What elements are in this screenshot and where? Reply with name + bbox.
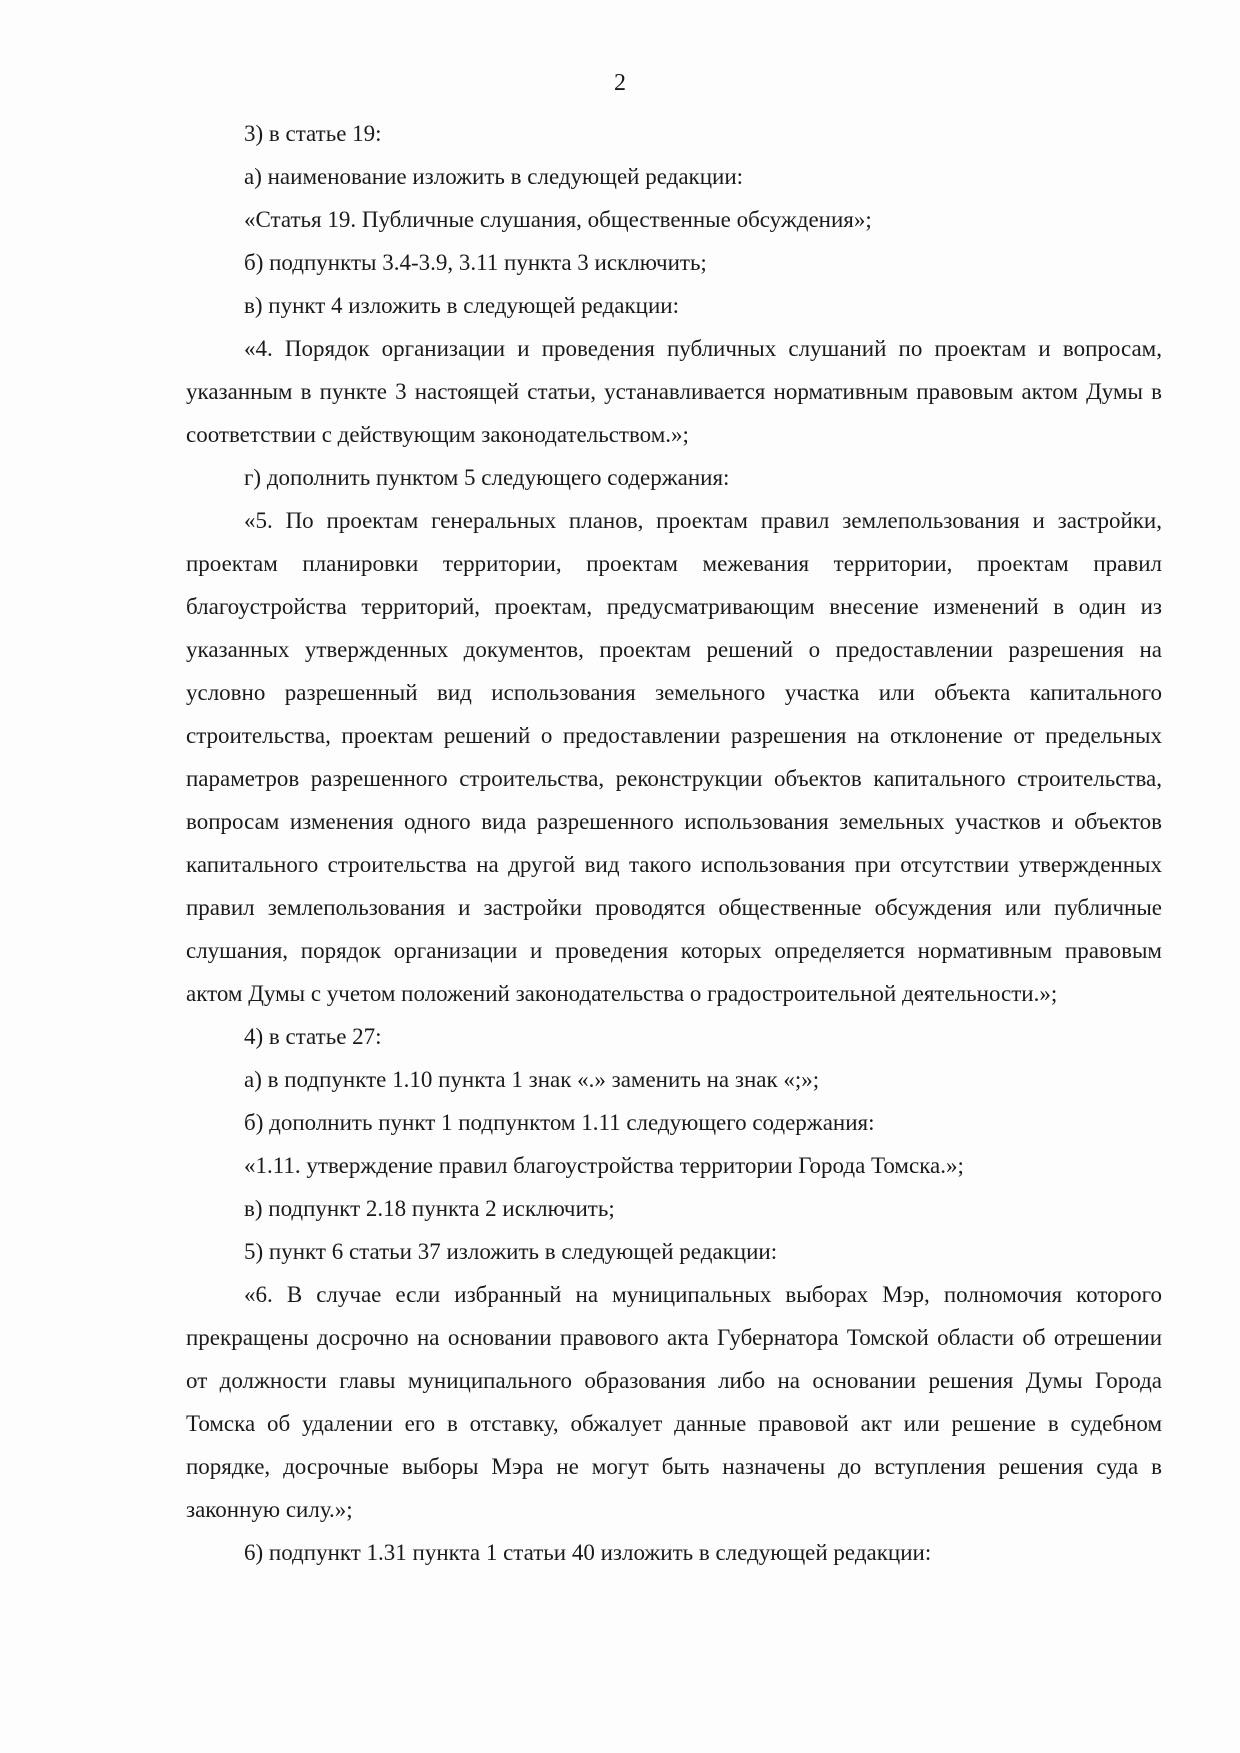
paragraph-point-4-change: в) пункт 4 изложить в следующей редакции: — [244, 293, 679, 318]
paragraph-point-5-text: «5. По проектам генеральных планов, проектам правил землепользования и застройки, проектам планировки территории, проектам межевания территории, проектам правил благоустройства территорий, проектам, предусматривающим внесение изменений в один из указанных утвержденных документов, проектам решений о предоставлении разрешения на условно разрешенный вид использования земельного участка или объекта капитального строительства, проектам решений о предоставлении разрешения на отклонение от предельных параметров разрешенного строительства, реконструкции объектов капитального строительства, вопросам изменения одного вида разрешенного использования земельных участков и объектов капитального строительства на другой вид такого использования при отсутствии утвержденных правил землепользования и застройки проводятся общественные обсуждения или публичные слушания, порядок организации и проведения которых определяется нормативным правовым актом Думы с учетом положений законодательства о градостроительной деятельности.»; — [186, 508, 1162, 1006]
paragraph-subpoint-1-10: а) в подпункте 1.10 пункта 1 знак «.» заменить на знак «;»; — [244, 1067, 820, 1092]
paragraph-article-27: 4) в статье 27: — [244, 1024, 382, 1049]
paragraph-point-6-text: «6. В случае если избранный на муниципальных выборах Мэр, полномочия которого прекращены досрочно на основании правового акта Губернатора Томской области об отрешении от должности главы муниципального образования либо на основании решения Думы Города Томска об удалении его в отставку, обжалует данные правовой акт или решение в судебном порядке, досрочные выборы Мэра не могут быть назначены до вступления решения суда в законную силу.»; — [186, 1282, 1162, 1522]
paragraph-article-40: 6) подпункт 1.31 пункта 1 статьи 40 изложить в следующей редакции: — [244, 1540, 932, 1565]
paragraph-add-point-5: г) дополнить пунктом 5 следующего содержания: — [244, 465, 730, 490]
paragraph-article-19-title: «Статья 19. Публичные слушания, общественные обсуждения»; — [244, 207, 872, 232]
paragraph-point-4-text: «4. Порядок организации и проведения публичных слушаний по проектам и вопросам, указанным в пункте 3 настоящей статьи, устанавливается нормативным правовым актом Думы в соответствии с действующим законодательством.»; — [186, 336, 1162, 447]
paragraph-article-37: 5) пункт 6 статьи 37 изложить в следующей редакции: — [244, 1239, 778, 1264]
paragraph-add-subpoint-1-11: б) дополнить пункт 1 подпунктом 1.11 следующего содержания: — [244, 1110, 875, 1135]
paragraph-exclude-subpoints: б) подпункты 3.4-3.9, 3.11 пункта 3 исключить; — [244, 250, 707, 275]
paragraph-article-19: 3) в статье 19: — [244, 121, 382, 146]
page-number: 2 — [614, 70, 626, 96]
document-body — [186, 112, 1162, 1574]
paragraph-subpoint-1-11-text: «1.11. утверждение правил благоустройства территории Города Томска.»; — [244, 1153, 964, 1178]
paragraph-title-change: а) наименование изложить в следующей редакции: — [244, 164, 744, 189]
paragraph-exclude-2-18: в) подпункт 2.18 пункта 2 исключить; — [244, 1196, 615, 1221]
